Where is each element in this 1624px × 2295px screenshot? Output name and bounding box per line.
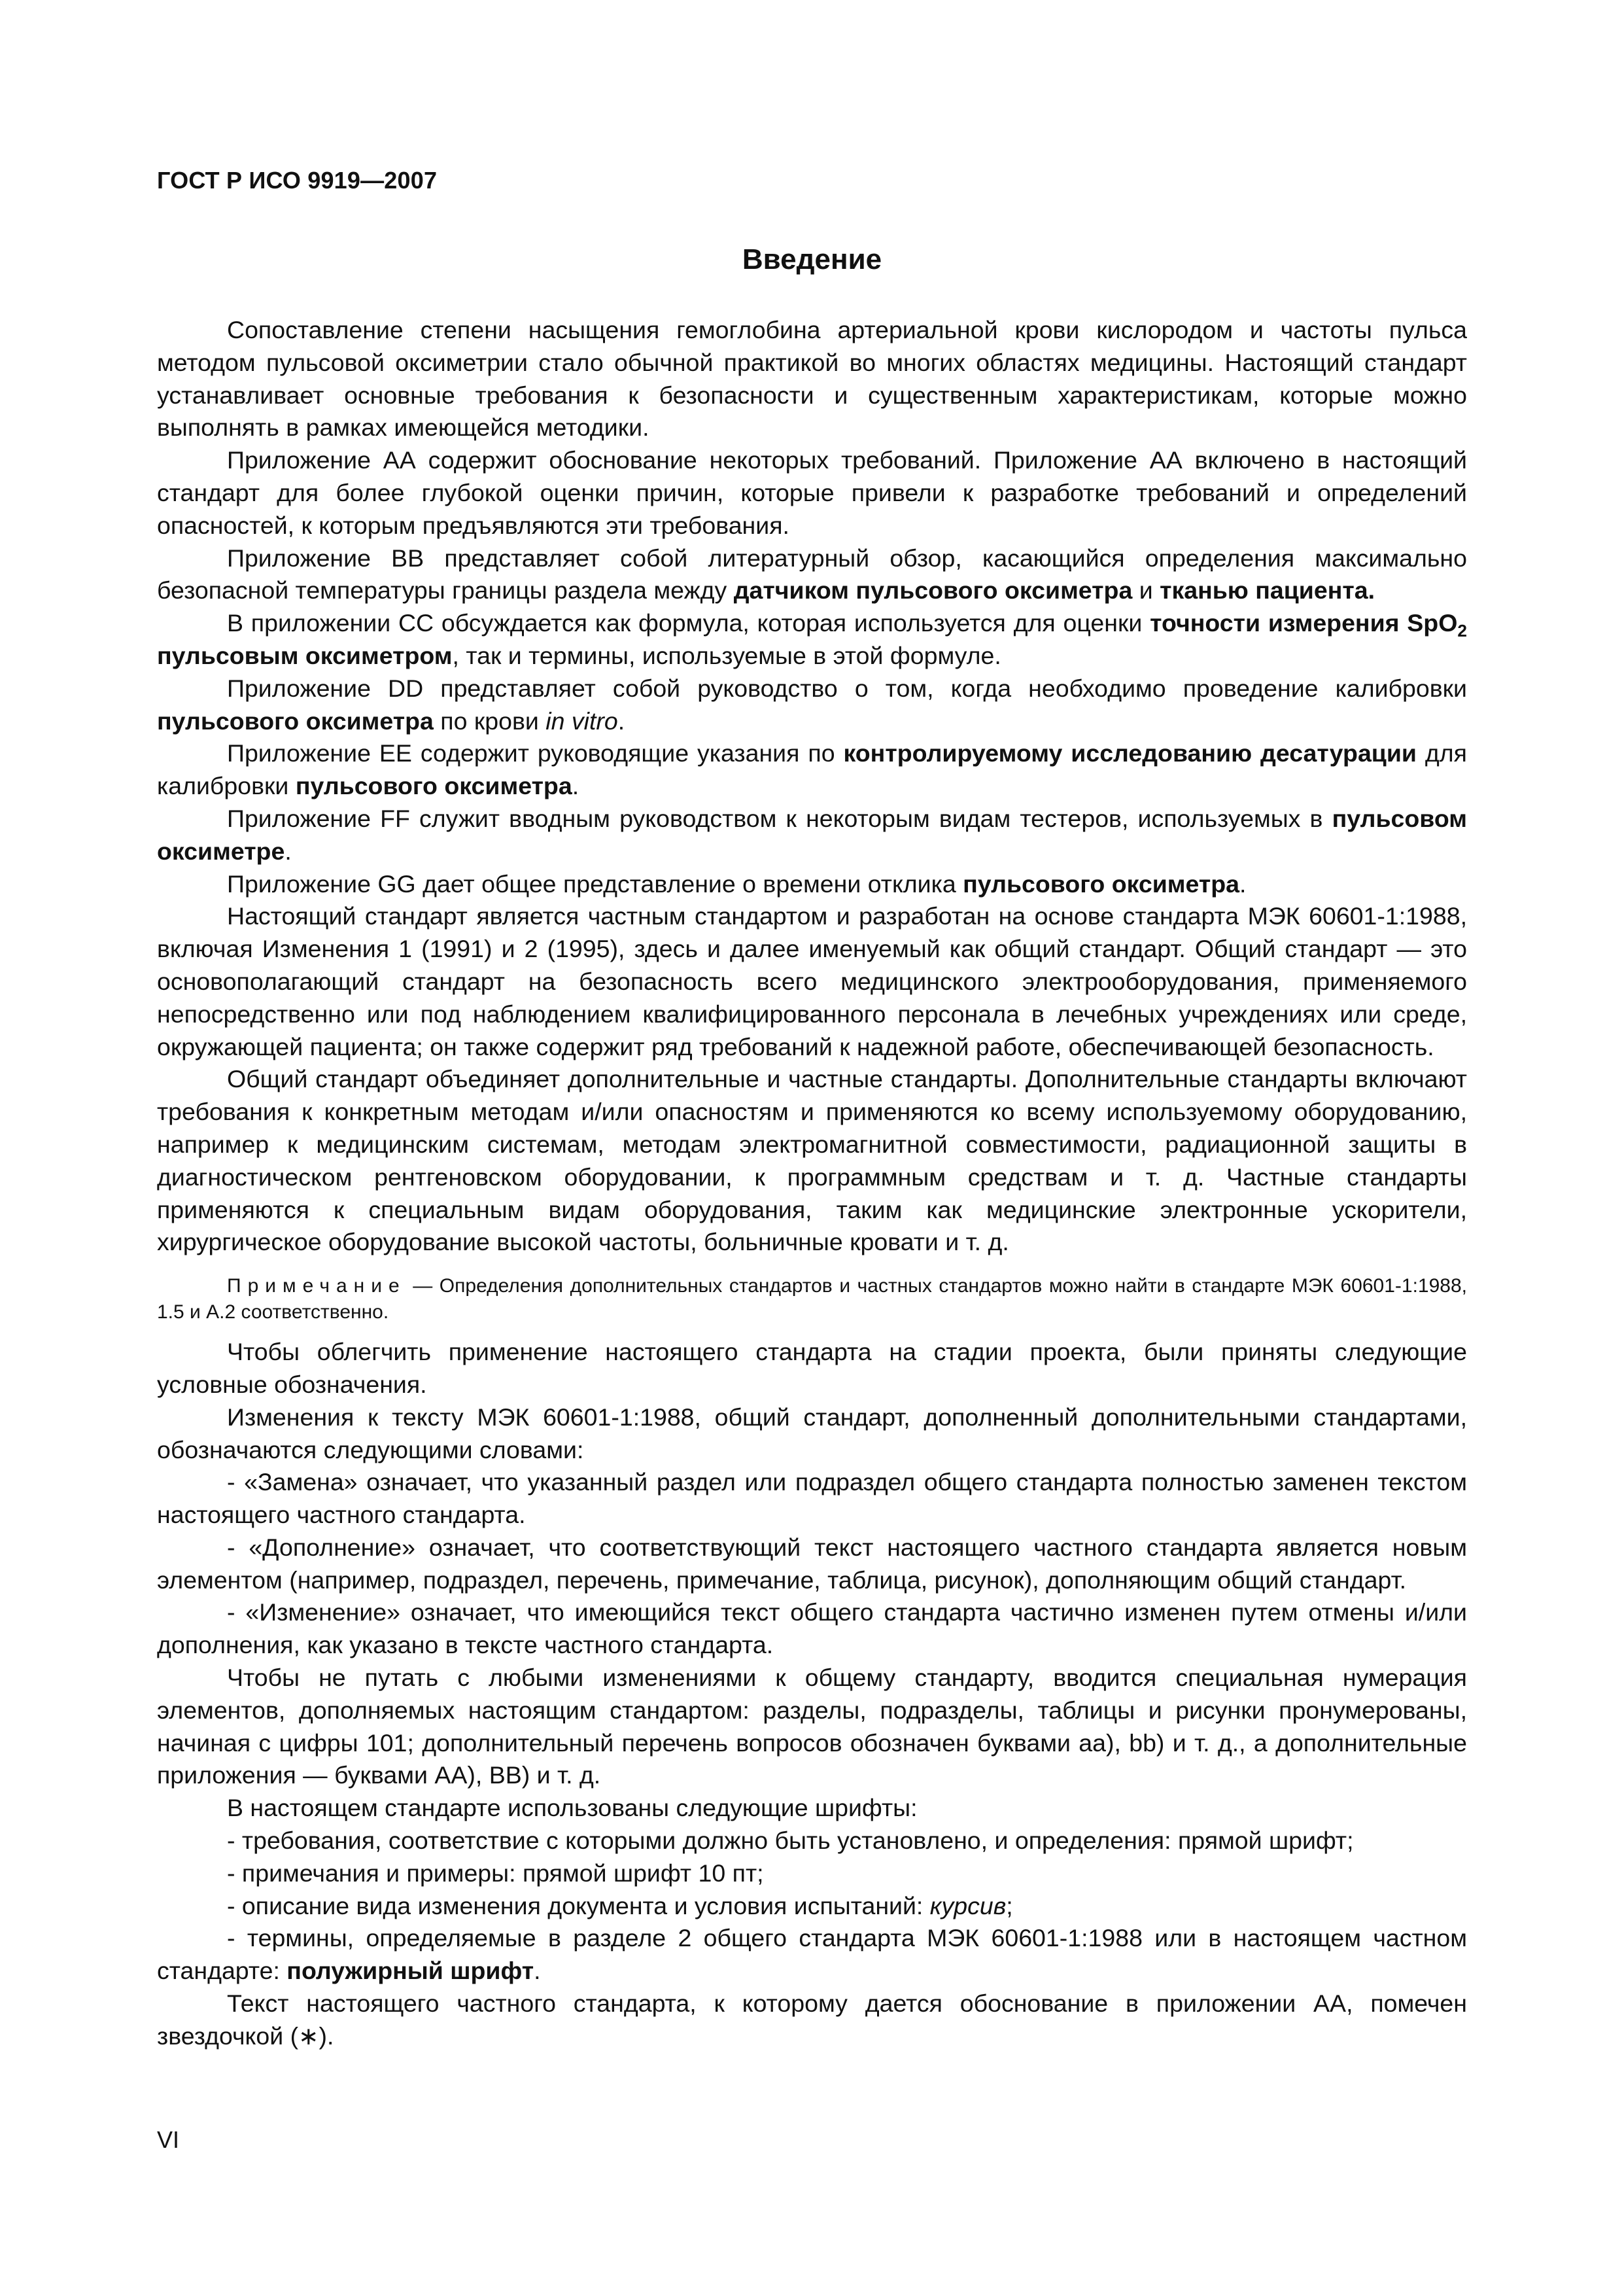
body-text (157, 314, 1467, 2053)
paragraph: Приложение АА содержит обоснование некоторых требований. Приложение АА включено в настоящий стандарт для более глубокой оценки причин, которые привели к разработке требований и определений опасностей, к которым предъявляются эти требования. (157, 446, 1467, 539)
paragraph: Изменения к тексту МЭК 60601-1:1988, общий стандарт, дополненный дополнительными стандартами, обозначаются следующими словами: (157, 1403, 1467, 1463)
term-bold: полужирный шрифт (286, 1957, 534, 1985)
term-bold: пульсового оксиметра (157, 707, 434, 735)
paragraph: Приложение ВВ представляет собой литературный обзор, касающийся определения максимально безопасной температуры границы раздела между датчиком пульсового оксиметра и тканью пациента. (157, 544, 1467, 604)
section-title: Введение (742, 243, 882, 275)
paragraph: Приложение GG дает общее представление о времени отклика пульсового оксиметра. (227, 869, 1247, 898)
paragraph: Приложение FF служит вводным руководством к некоторым видам тестеров, используемых в пульсовом оксиметре. (157, 804, 1467, 865)
paragraph: Настоящий стандарт является частным стандартом и разработан на основе стандарта МЭК 60601-1:1988, включая Изменения 1 (1991) и 2 (1995), здесь и далее именуемый как общий стандарт. Общий стандарт — это основополагающий стандарт на безопасность всего медицинского электрооборудования, применяемого непосредственно или под наблюдением квалифицированного персонала в лечебных учреждениях или среде, окружающей пациента; он также содержит ряд требований к надежной работе, обеспечивающей безопасность. (157, 902, 1467, 1060)
list-item: - термины, определяемые в разделе 2 общего стандарта МЭК 60601-1:1988 или в настоящем частном стандарте: полужирный шрифт. (157, 1924, 1467, 1985)
paragraph: Чтобы облегчить применение настоящего стандарта на стадии проекта, были приняты следующие условные обозначения. (157, 1338, 1467, 1398)
document-code-header: ГОСТ Р ИСО 9919—2007 (157, 167, 438, 194)
italic-text: курсив (929, 1891, 1007, 1919)
note-text: — Определения дополнительных стандартов и частных стандартов можно найти в стандарте МЭК 60601-1:1988, 1.5 и А.2 соответственно. (157, 1275, 1467, 1323)
term-bold: пульсового оксиметра (963, 869, 1240, 898)
term-bold: контролируемому исследованию десатурации (843, 739, 1417, 767)
term-bold: пульсовым оксиметром (157, 641, 453, 669)
paragraph: В настоящем стандарте использованы следующие шрифты: (227, 1794, 918, 1822)
list-item: - «Изменение» означает, что имеющийся текст общего стандарта частично изменен путем отмены и/или дополнения, как указано в тексте частного стандарта. (157, 1598, 1467, 1659)
list-item: - примечания и примеры: прямой шрифт 10 пт; (227, 1859, 764, 1887)
note (157, 1273, 1467, 1325)
paragraph: В приложении СС обсуждается как формула, которая используется для оценки точности измерения SpO$_2$ пульсовым оксиметром, так и термины, используемые в этой формуле. (157, 609, 1467, 669)
paragraph: Приложение DD представляет собой руководство о том, когда необходимо проведение калибровки пульсового оксиметра по крови in vitro. (157, 674, 1467, 735)
subscript: 2 (1457, 621, 1467, 641)
term-bold: точности измерения SpO (1150, 609, 1458, 637)
paragraph: Общий стандарт объединяет дополнительные и частные стандарты. Дополнительные стандарты включают требования к конкретным методам и/или опасностям и применяются ко всему используемому оборудованию, например к медицинским системам, методам электромагнитной совместимости, радиационной защиты в диагностическом рентгеновском оборудовании, к программным средствам и т. д. Частные стандарты применяются к специальным видам оборудования, таким как медицинские электронные ускорители, хирургическое оборудование высокой частоты, больничные кровати и т. д. (157, 1065, 1467, 1256)
page-number: VI (157, 2126, 180, 2153)
paragraph: Приложение ЕЕ содержит руководящие указания по контролируемому исследованию десатурации для калибровки пульсового оксиметра. (157, 739, 1467, 800)
paragraph: Сопоставление степени насыщения гемоглобина артериальной крови кислородом и частоты пульса методом пульсовой оксиметрии стало обычной практикой во многих областях медицины. Настоящий стандарт устанавливает основные требования к безопасности и существенным характеристикам, которые можно выполнять в рамках имеющейся методики. (157, 316, 1467, 442)
term-bold: пульсового оксиметра (295, 772, 572, 800)
list-item: - «Дополнение» означает, что соответствующий текст настоящего частного стандарта является новым элементом (например, подраздел, перечень, примечание, таблица, рисунок), дополняющим общий стандарт. (157, 1533, 1467, 1594)
term-bold: пульсовом оксиметре (157, 804, 1467, 865)
paragraph: Текст настоящего частного стандарта, к которому дается обоснование в приложении АА, помечен звездочкой (∗). (157, 1989, 1467, 2050)
paragraph: Чтобы не путать с любыми изменениями к общему стандарту, вводится специальная нумерация элементов, дополняемых настоящим стандартом: разделы, подразделы, таблицы и рисунки пронумерованы, начиная с цифры 101; дополнительный перечень вопросов обозначен буквами аа), bb) и т. д., а дополнительные приложения — буквами АА), ВВ) и т. д. (157, 1664, 1467, 1789)
term-bold: датчиком пульсового оксиметра (733, 576, 1133, 604)
list-item: - описание вида изменения документа и условия испытаний: курсив; (227, 1891, 1013, 1919)
term-bold: тканью пациента. (1160, 576, 1375, 604)
italic-text: in vitro (545, 707, 618, 735)
list-item: - «Замена» означает, что указанный раздел или подраздел общего стандарта полностью заменен текстом настоящего частного стандарта. (157, 1468, 1467, 1529)
list-item: - требования, соответствие с которыми должно быть установлено, и определения: прямой шрифт; (227, 1827, 1354, 1855)
note-label: Примечание (227, 1275, 406, 1297)
